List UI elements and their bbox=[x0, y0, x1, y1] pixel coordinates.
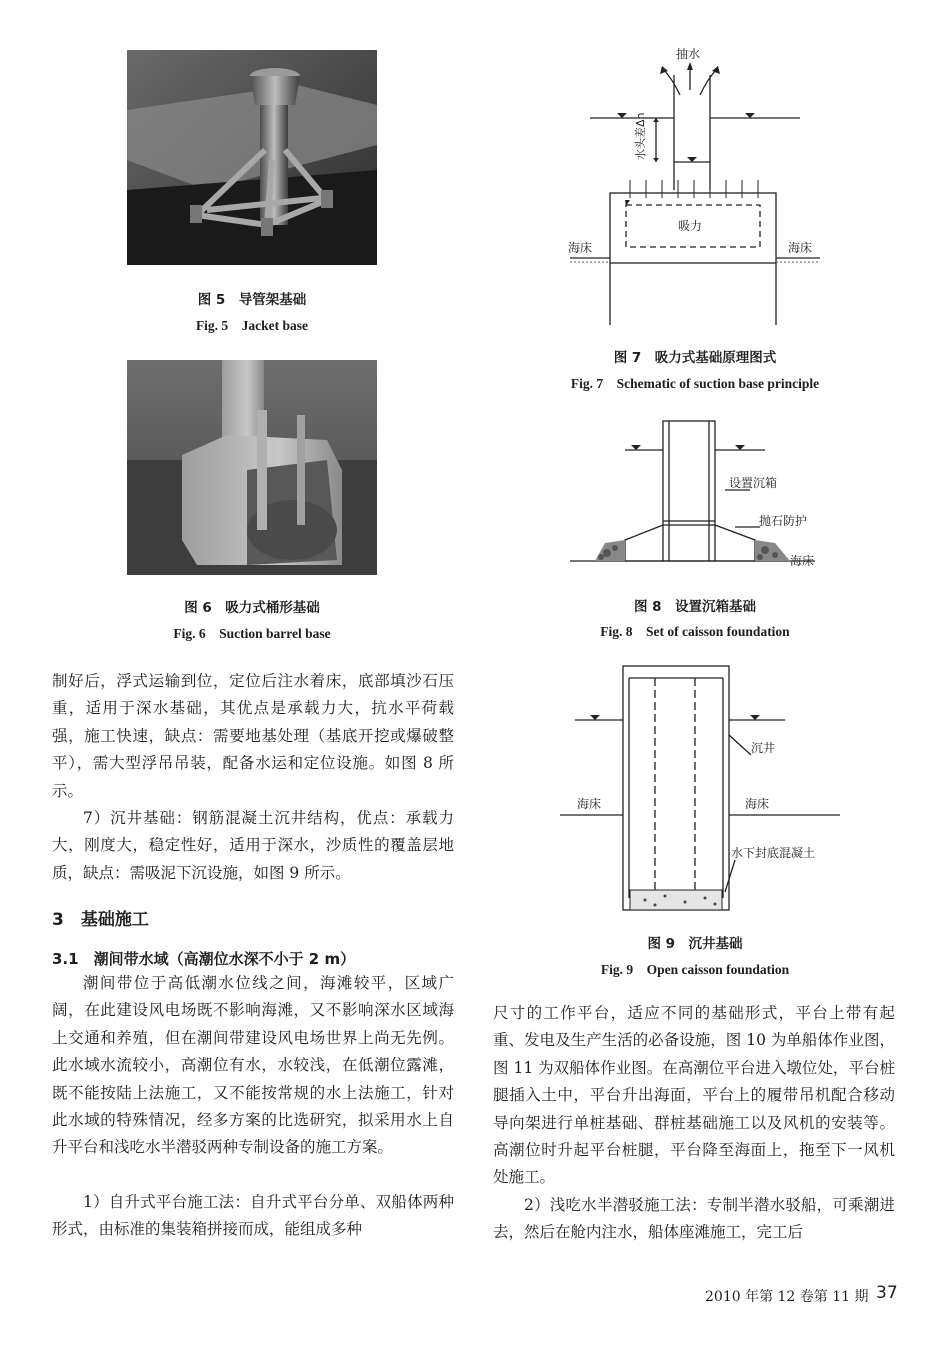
journal-info: 2010 年第 12 卷第 11 期 bbox=[705, 1289, 869, 1305]
fig9-label-seabed-right: 海床 bbox=[745, 797, 770, 811]
figure-8-caisson-diagram bbox=[565, 415, 825, 585]
fig7-label-seabed-right: 海床 bbox=[788, 241, 813, 255]
fig6-caption-en: Fig. 6 Suction barrel base bbox=[173, 626, 331, 641]
left-paragraph-2: 7）沉井基础：钢筋混凝土沉井结构，优点：承载力大，刚度大，稳定性好，适用于深水，沙质性的覆盖层地质，缺点：需吸泥下沉设施，如图 9 所示。 bbox=[52, 809, 454, 882]
subsection-title: 3.1 潮间带水域（高潮位水深不小于 2 m） bbox=[52, 950, 356, 968]
fig5-caption-cn: 图 5 导管架基础 bbox=[197, 292, 307, 308]
figure-9-open-caisson-diagram bbox=[555, 660, 845, 920]
left-paragraph-4: 1）自升式平台施工法：自升式平台分单、双船体两种形式，由标准的集装箱拼接而成，能组成多种 bbox=[52, 1193, 454, 1239]
fig9-label-seabed-left: 海床 bbox=[577, 797, 602, 811]
page-number: 37 bbox=[876, 1283, 898, 1303]
figure-7-suction-principle-diagram bbox=[560, 40, 830, 330]
fig7-caption-en: Fig. 7 Schematic of suction base principle bbox=[570, 376, 820, 391]
fig7-label-seabed-left: 海床 bbox=[568, 241, 593, 255]
fig6-caption-cn: 图 6 吸力式桶形基础 bbox=[184, 600, 320, 616]
left-paragraph-3: 潮间带位于高低潮水位线之间，海滩较平，区域广阔，在此建设风电场既不影响海滩，又不影响深水区域海上交通和养殖，但在潮间带建设风电场世界上尚无先例。此水域水流较小，高潮位有水，水较浅，在低潮位露滩，既不能按陆上法施工，又不能按常规的水上法施工，针对此水域的特殊情况，经多方案的比选研究，拟采用水上自升平台和浅吃水半潜驳两种专制设备的施工方案。 bbox=[52, 974, 454, 1157]
fig7-label-suction: 吸力 bbox=[678, 219, 703, 233]
fig8-label-caisson: 设置沉箱 bbox=[729, 476, 778, 490]
fig9-caption-cn: 图 9 沉井基础 bbox=[647, 936, 743, 952]
figure-6-suction-barrel-image bbox=[127, 360, 377, 575]
fig5-caption-en: Fig. 5 Jacket base bbox=[195, 318, 309, 333]
figure-5-jacket-image bbox=[127, 50, 377, 265]
fig9-caption-en: Fig. 9 Open caisson foundation bbox=[600, 962, 790, 977]
fig8-caption-en: Fig. 8 Set of caisson foundation bbox=[600, 624, 790, 639]
fig7-label-head-diff: 水头差Δh bbox=[634, 112, 647, 160]
right-paragraph-1: 尺寸的工作平台，适应不同的基础形式，平台上带有起重、发电及生产生活的必备设施，图 10 为单船体作业图，图 11 为双船体作业图。在高潮位平台进入墩位处，平台桩腿插入土中，平台升出海面，平台上的履带吊机配合移动导向架进行单桩基础、群桩基础施工以及风机的安装等。高潮位时升起平台桩腿，平台降至海面上，拖至下一风机处施工。 bbox=[493, 1004, 895, 1187]
fig7-caption-cn: 图 7 吸力式基础原理图式 bbox=[613, 350, 777, 366]
fig8-label-seabed: 海床 bbox=[790, 554, 815, 568]
right-paragraph-2: 2）浅吃水半潜驳施工法：专制半潜水驳船，可乘潮进去，然后在舱内注水，船体座滩施工，完工后 bbox=[493, 1196, 895, 1242]
section-title: 3 基础施工 bbox=[52, 910, 149, 930]
fig9-label-concrete: 水下封底混凝土 bbox=[731, 846, 816, 860]
fig7-label-pump: 抽水 bbox=[676, 47, 701, 61]
left-paragraph-1: 制好后，浮式运输到位，定位后注水着床，底部填沙石压重，适用于深水基础，其优点是承载力大，抗水平荷载强，施工快速，缺点：需要地基处理（基底开挖或爆破整平），需大型浮吊吊装，配备水运和定位设施。如图 8 所示。 bbox=[52, 672, 454, 800]
fig9-label-caisson: 沉井 bbox=[751, 741, 776, 755]
fig8-caption-cn: 图 8 设置沉箱基础 bbox=[633, 599, 757, 615]
fig8-label-riprap: 抛石防护 bbox=[759, 514, 808, 528]
